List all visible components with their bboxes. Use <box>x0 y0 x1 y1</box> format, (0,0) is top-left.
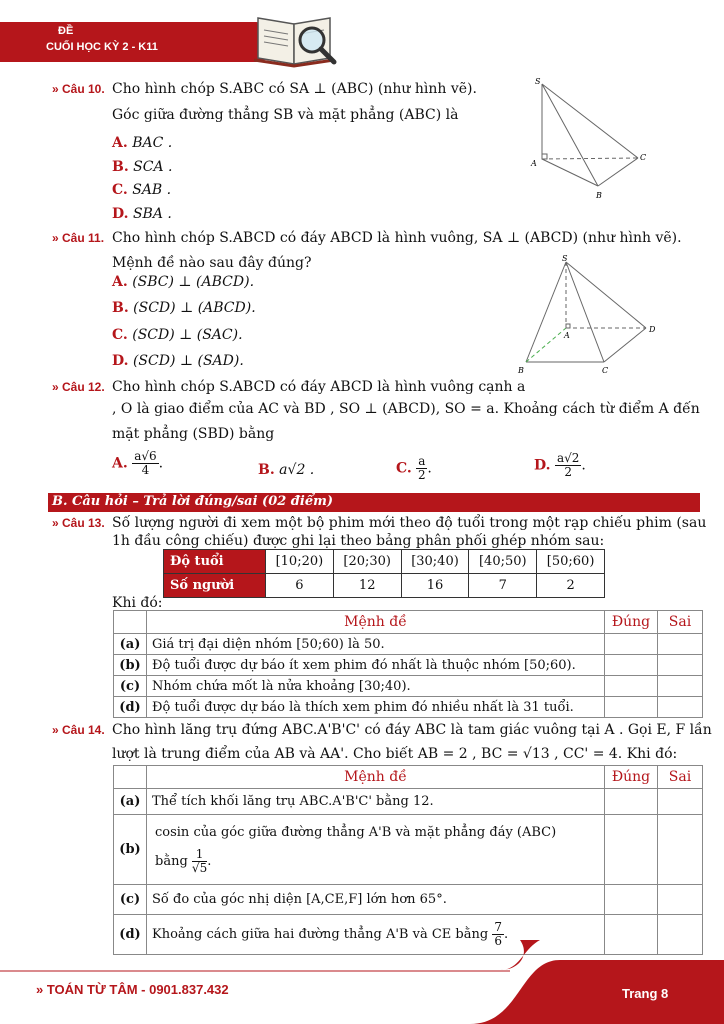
statement-text: Độ tuổi được dự báo ít xem phim đó nhất là thuộc nhóm [50;60). <box>147 655 605 676</box>
q13-stem-2: 1h đầu công chiếu) được ghi lại theo bảng phân phối ghép nhóm sau: <box>112 533 605 549</box>
q11-stem-2: Mệnh đề nào sau đây đúng? <box>112 255 312 271</box>
true-cell[interactable] <box>605 815 658 885</box>
freq-count: 2 <box>537 574 605 598</box>
true-cell[interactable] <box>605 676 658 697</box>
footer-brand: » TOÁN TỪ TÂM - 0901.837.432 <box>36 982 229 997</box>
q12-stem-2: , O là giao điểm của AC và BD , SO ⊥ (ABCD), SO = a. Khoảng cách từ điểm A đến <box>112 401 700 417</box>
false-cell[interactable] <box>658 634 703 655</box>
q12-stem-1: Cho hình chóp S.ABCD có đáy ABCD là hình vuông cạnh a <box>112 379 526 395</box>
freq-group: [50;60) <box>537 550 605 574</box>
true-cell[interactable] <box>605 697 658 718</box>
header-title-1: ĐỀ <box>58 25 74 37</box>
freq-count: 6 <box>266 574 334 598</box>
true-cell[interactable] <box>605 789 658 815</box>
section-b-title: B. Câu hỏi – Trả lời đúng/sai (02 điểm) <box>52 494 334 509</box>
false-cell[interactable] <box>658 655 703 676</box>
row-key: (a) <box>114 789 147 815</box>
q12-label: » Câu 12. <box>52 380 105 394</box>
q10-stem-1: Cho hình chóp S.ABC có SA ⊥ (ABC) (như hình vẽ). <box>112 81 477 97</box>
q12-option-c: C. $\frac{a}{2}$ . <box>396 454 432 482</box>
true-cell[interactable] <box>605 655 658 676</box>
tf-header-statement: Mệnh đề <box>147 611 605 634</box>
q11-fig-B: B <box>518 366 524 375</box>
false-cell[interactable] <box>658 676 703 697</box>
q11-fig-S: S <box>562 254 568 263</box>
q10-fig-B: B <box>596 191 602 200</box>
q11-option-d: D. (SCD) ⊥ (SAD). <box>112 353 244 369</box>
freq-header-count: Số người <box>164 574 266 598</box>
q10-fig-A: A <box>531 159 537 168</box>
statement-line: cosin của góc giữa đường thẳng A'B và mặt phẳng đáy (ABC) <box>155 824 557 840</box>
freq-count: 16 <box>401 574 469 598</box>
q12-option-a: A. $\frac{a√6}{4}$ . <box>112 449 164 477</box>
row-key: (c) <box>114 676 147 697</box>
statement-text: Độ tuổi được dự báo là thích xem phim đó nhiều nhất là 31 tuổi. <box>147 697 605 718</box>
q10-label: » Câu 10. <box>52 82 105 96</box>
row-key: (c) <box>114 885 147 915</box>
freq-count: 12 <box>333 574 401 598</box>
q11-fig-C: C <box>602 366 609 375</box>
header-title-2: CUỐI HỌC KỲ 2 - K11 <box>46 41 158 53</box>
tf-header-true: Đúng <box>605 766 658 789</box>
row-key: (a) <box>114 634 147 655</box>
q10-option-b: B. SCA . <box>112 159 173 175</box>
freq-count: 7 <box>469 574 537 598</box>
false-cell[interactable] <box>658 697 703 718</box>
q10-option-d: D. SBA . <box>112 206 172 222</box>
q13-stem-1: Số lượng người đi xem một bộ phim mới theo độ tuổi trong một rạp chiếu phim (sau <box>112 515 707 531</box>
row-key: (d) <box>114 697 147 718</box>
q13-true-false-table <box>113 610 703 718</box>
q11-option-c: C. (SCD) ⊥ (SAC). <box>112 327 243 343</box>
q12-option-d: D. $\frac{a√2}{2}$ . <box>534 451 586 479</box>
q14-stem-2: lượt là trung điểm của AB và AA'. Cho biết AB = 2 , BC = √13 , CC' = 4. Khi đó: <box>112 746 678 762</box>
row-key: (b) <box>114 655 147 676</box>
statement-text: Khoảng cách giữa hai đường thẳng A'B và CE bằng $\frac{7}{6}$ . <box>147 915 605 955</box>
tf-header-false: Sai <box>658 611 703 634</box>
statement-text: Số đo của góc nhị diện [A,CE,F] lớn hơn 65°. <box>147 885 605 915</box>
q13-frequency-table <box>163 549 605 598</box>
tf-header-false: Sai <box>658 766 703 789</box>
false-cell[interactable] <box>658 815 703 885</box>
row-key: (d) <box>114 915 147 955</box>
freq-group: [10;20) <box>266 550 334 574</box>
q10-fig-C: C <box>640 153 647 162</box>
q12-stem-3: mặt phẳng (SBD) bằng <box>112 426 275 442</box>
true-cell[interactable] <box>605 885 658 915</box>
statement-text: Giá trị đại diện nhóm [50;60) là 50. <box>147 634 605 655</box>
q10-option-a: A. BAC . <box>112 135 173 151</box>
false-cell[interactable] <box>658 789 703 815</box>
statement-text: Nhóm chứa mốt là nửa khoảng [30;40). <box>147 676 605 697</box>
row-key: (b) <box>114 815 147 885</box>
q10-fig-S: S <box>535 77 541 86</box>
q14-stem-1: Cho hình lăng trụ đứng ABC.A'B'C' có đáy ABC là tam giác vuông tại A . Gọi E, F lần <box>112 722 712 738</box>
freq-group: [30;40) <box>401 550 469 574</box>
false-cell[interactable] <box>658 885 703 915</box>
statement-text: Thể tích khối lăng trụ ABC.A'B'C' bằng 12. <box>147 789 605 815</box>
q13-label: » Câu 13. <box>52 516 105 530</box>
q11-stem-1: Cho hình chóp S.ABCD có đáy ABCD là hình vuông, SA ⊥ (ABCD) (như hình vẽ). <box>112 230 682 246</box>
q11-fig-D: D <box>649 325 656 334</box>
q10-pyramid-figure <box>528 74 658 204</box>
q10-stem-2: Góc giữa đường thẳng SB và mặt phẳng (ABC) là <box>112 107 459 123</box>
tf-header-true: Đúng <box>605 611 658 634</box>
q11-pyramid-figure <box>512 252 662 378</box>
statement-line: bằng <box>155 853 188 869</box>
q12-option-b: B. a√2 . <box>258 462 315 478</box>
q11-label: » Câu 11. <box>52 231 105 245</box>
q11-option-b: B. (SCD) ⊥ (ABCD). <box>112 300 256 316</box>
q11-fig-A: A <box>564 331 570 340</box>
footer-page-number: Trang 8 <box>622 986 669 1001</box>
q14-label: » Câu 14. <box>52 723 105 737</box>
book-magnifier-icon <box>250 4 342 68</box>
freq-group: [40;50) <box>469 550 537 574</box>
q10-option-c: C. SAB . <box>112 182 172 198</box>
true-cell[interactable] <box>605 634 658 655</box>
tf-header-statement: Mệnh đề <box>147 766 605 789</box>
q14-true-false-table <box>113 765 703 955</box>
q13-khi-do: Khi đó: <box>112 595 163 611</box>
statement-text: cosin của góc giữa đường thẳng A'B và mặt phẳng đáy (ABC) bằng $\frac{1}{√5}$ . <box>147 815 605 885</box>
q11-option-a: A. (SBC) ⊥ (ABCD). <box>112 274 255 290</box>
freq-group: [20;30) <box>333 550 401 574</box>
freq-header-age: Độ tuổi <box>164 550 266 574</box>
